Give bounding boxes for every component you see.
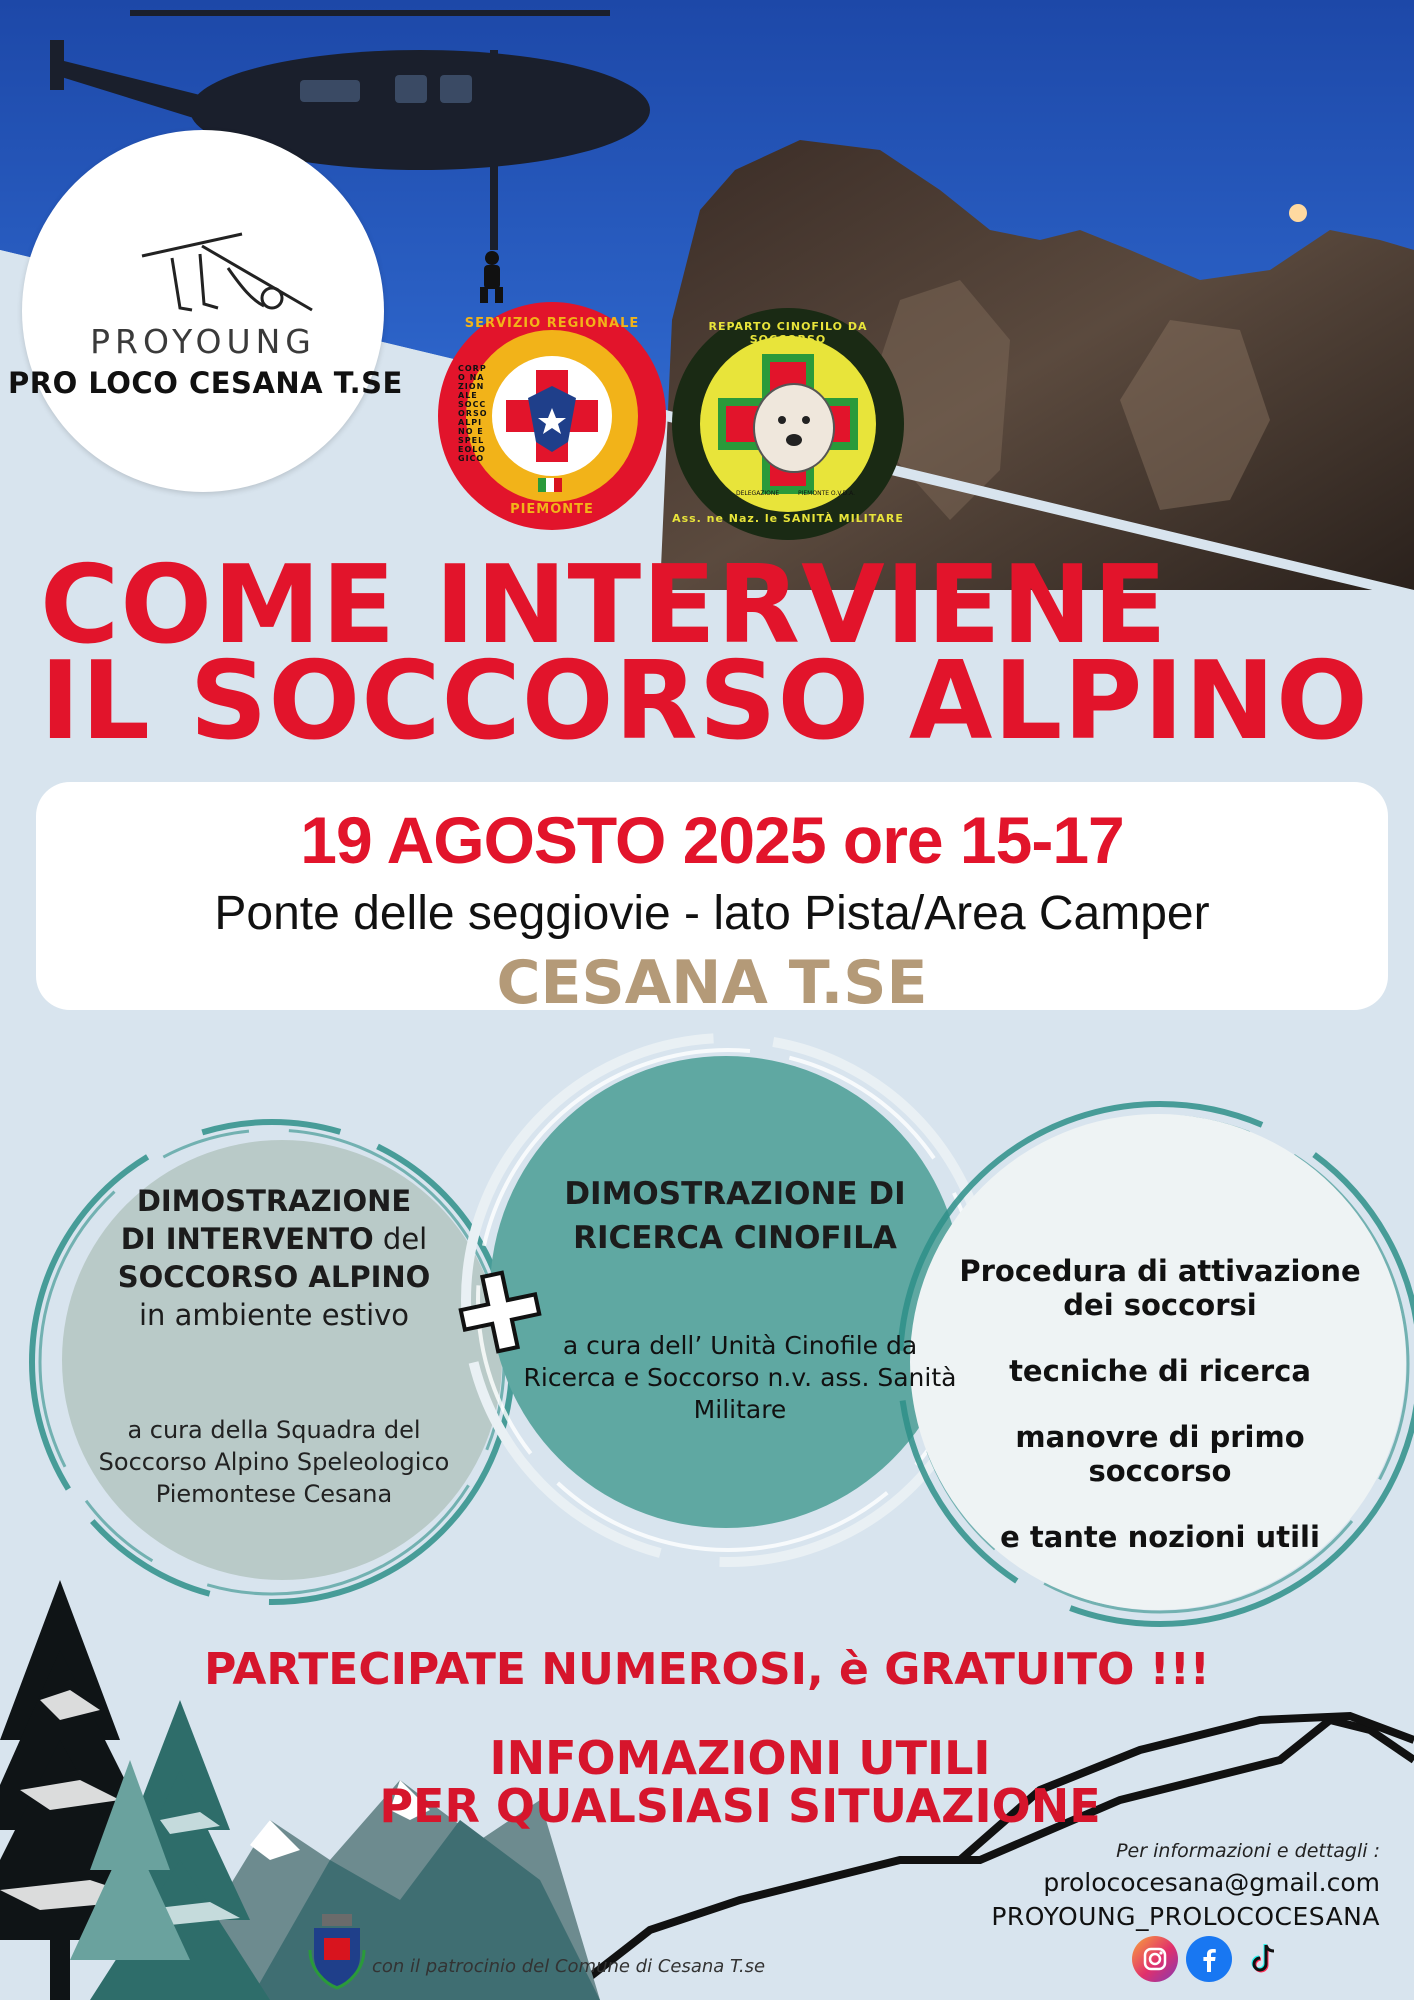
circle3-item-notions: e tante nozioni utili — [1000, 1520, 1320, 1554]
cnsas-bottom-text: PIEMONTE — [510, 502, 594, 517]
patronage-text: con il patrocinio del Comune di Cesana T.se — [372, 1956, 766, 1977]
event-info-box — [36, 782, 1388, 1018]
circle3-list — [950, 1254, 1370, 1586]
event-town: CESANA T.SE — [496, 948, 928, 1018]
cinofilo-bottom-text: Ass. ne Naz. le SANITÀ MILITARE — [672, 512, 904, 525]
title-line-1: COME INTERVIENE — [40, 543, 1168, 668]
cinofilo-ring-text: REPARTO CINOFILO DA SOCCORSO — [708, 320, 868, 346]
cinofilo-small-right: PIEMONTE O.V.D.A. — [798, 490, 855, 497]
circle1-bold-1: DIMOSTRAZIONE — [136, 1184, 412, 1218]
title-line-2: IL SOCCORSO ALPINO — [40, 639, 1369, 764]
circle1-normal-4: in ambiente estivo — [138, 1298, 410, 1332]
circle1-normal-2: del — [373, 1222, 428, 1256]
circle2-subtitle: a cura dell’ Unità Cinofile da Ricerca e Soccorso n.v. ass. Sanità Militare — [523, 1331, 957, 1424]
social-icons — [1132, 1936, 1286, 1984]
contact-label: Per informazioni e dettagli : — [1116, 1840, 1380, 1862]
skier-illustration — [132, 228, 332, 328]
instagram-icon[interactable] — [1132, 1936, 1178, 1982]
cinofilo-badge — [672, 308, 904, 540]
circle1-subtitle: a cura della Squadra del Soccorso Alpino Speleologico Piemontese Cesana — [98, 1416, 450, 1508]
circle2-title: DIMOSTRAZIONE DI RICERCA CINOFILA — [564, 1176, 906, 1256]
circle1-bold-3: SOCCORSO ALPINO — [117, 1260, 431, 1294]
logo-subtitle: PRO LOCO CESANA T.SE — [8, 366, 403, 400]
cnsas-top-text: SERVIZIO REGIONALE — [464, 316, 640, 331]
logo-brand: PROYOUNG — [90, 322, 316, 361]
circle1-title — [80, 1182, 468, 1334]
circle1-bold-2: DI INTERVENTO — [120, 1222, 374, 1256]
circle3-item-research: tecniche di ricerca — [1009, 1354, 1311, 1388]
tiktok-icon[interactable] — [1240, 1936, 1286, 1982]
municipality-crest-icon — [306, 1910, 368, 1990]
facebook-icon[interactable] — [1186, 1936, 1232, 1982]
cnsas-ring-text: CORPO NAZIONALE SOCCORSO ALPINO E SPELEOLOGICO — [458, 364, 488, 463]
circle3-item-activation: Procedura di attivazione dei soccorsi — [959, 1254, 1361, 1322]
cnsas-badge — [438, 302, 666, 530]
event-place: Ponte delle seggiovie - lato Pista/Area Camper — [214, 887, 1210, 940]
call-to-action: PARTECIPATE NUMEROSI, è GRATUITO !!! — [204, 1644, 1210, 1695]
event-date: 19 AGOSTO 2025 ore 15-17 — [300, 803, 1124, 877]
contact-social-handle[interactable]: PROYOUNG_PROLOCOCESANA — [991, 1902, 1380, 1931]
proyoung-logo — [22, 130, 384, 492]
info-heading-line-1: INFOMAZIONI UTILI — [489, 1731, 991, 1785]
contact-email[interactable]: prolococesana@gmail.com — [1043, 1868, 1380, 1897]
circle3-item-first-aid: manovre di primo soccorso — [1015, 1420, 1305, 1488]
info-heading-line-2: PER QUALSIASI SITUAZIONE — [379, 1779, 1101, 1833]
info-heading — [0, 1731, 1414, 1833]
cinofilo-small-left: DELEGAZIONE — [736, 490, 780, 497]
